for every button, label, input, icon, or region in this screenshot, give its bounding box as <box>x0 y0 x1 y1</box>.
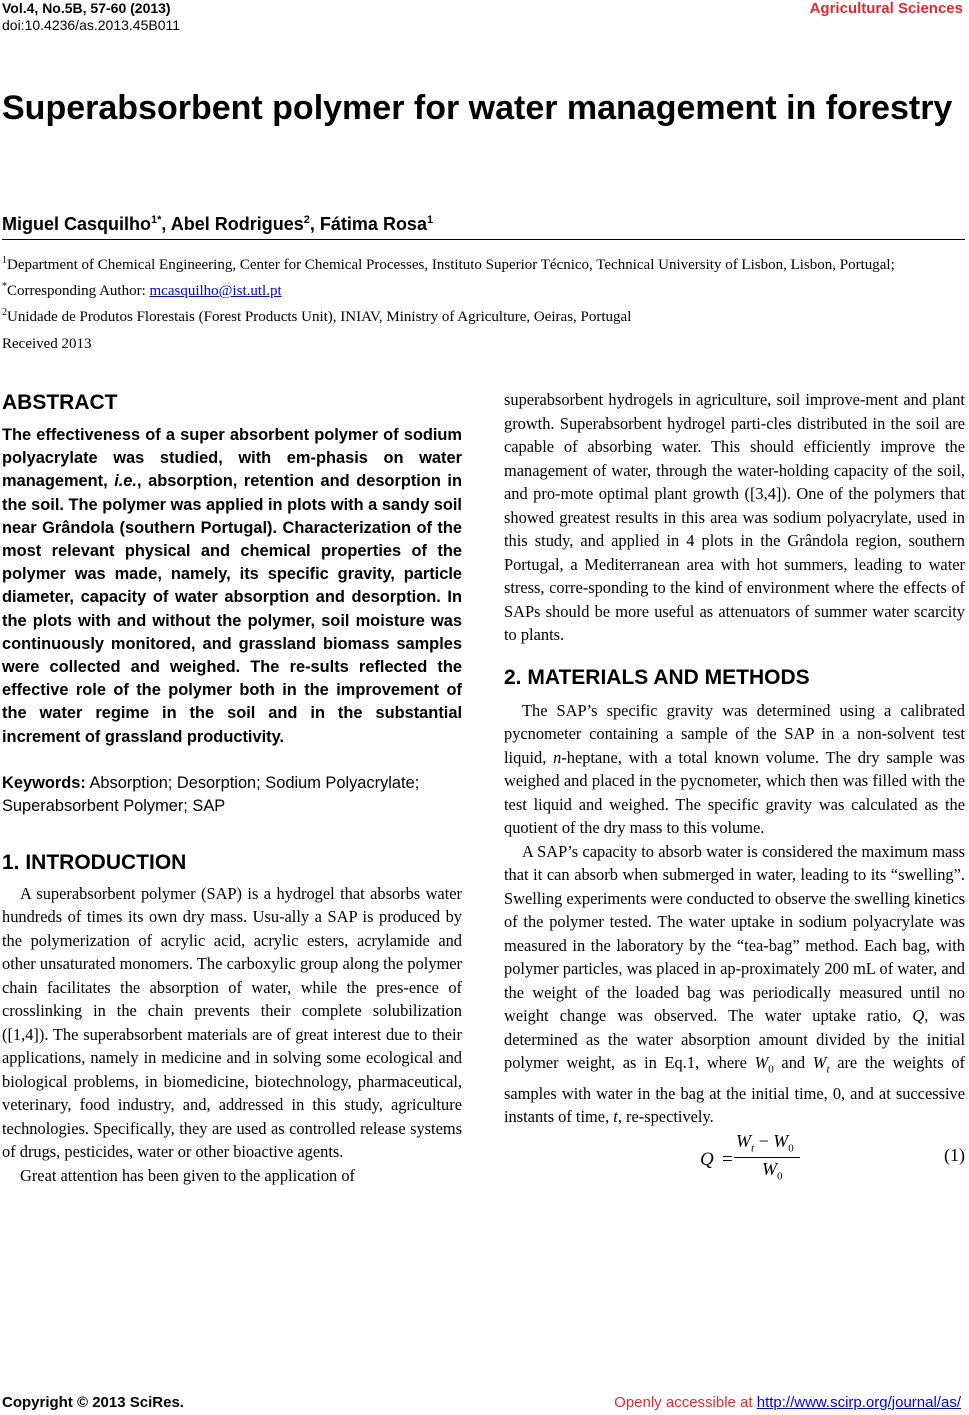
methods-paragraph-2 <box>504 840 965 1129</box>
left-column <box>2 388 462 1187</box>
open-access-notice <box>614 1394 961 1411</box>
intro-paragraph-2-start: Great attention has been given to the application of <box>20 1165 355 1185</box>
methods-paragraph-1 <box>504 699 965 840</box>
eq-subscript: t <box>751 1142 755 1155</box>
abstract-part: , absorption, retention and desorption in the soil. The polymer was applied in plots with a sandy soil near Grândola (southern Portugal). Characterization of the most relevant physical and chemical properties of the polymer was made, namely, its specific gravity, particle diameter, capacity of water absorption and desorption. In the plots with and without the polymer, soil moisture was continuously monitored, and grassland biomass samples were collected and weighed. The re-sults reflected the effective role of the polymer both in the improvement of the water regime in the soil and in the substantial increment of grassland productivity. <box>2 472 462 746</box>
text-run: and <box>773 1053 813 1072</box>
author-affiliation-mark: 1* <box>151 214 162 226</box>
subscript: t <box>826 1063 830 1076</box>
doi: doi:10.4236/as.2013.45B011 <box>2 17 181 33</box>
text-run: The SAP’s specific gravity was determined using a calibrated pycnometer containing a sample of the SAP in a non-solvent test liquid, <box>504 700 965 767</box>
subscript: 0 <box>768 1063 774 1076</box>
equation-denominator <box>762 1159 783 1183</box>
intro-paragraph-2-continued: superabsorbent hydrogels in agriculture, soil improve-ment and plant growth. Superabsorbent hydrogel parti-cles distributed in the soil are capable of absorbing water. This should efficiently improve the management of water, through the water-holding capacity of the soil, and pro-mote optimal plant growth ([3,4]). One of the polymers that showed greatest results in this area was sodium polyacrylate, used in this study, and applied in 4 plots in the Grândola region, southern Portugal, a Mediterranean area with hot summers, leading to water stress, corre-sponding to the kind of environment where the effects of SAPs should be more useful as attenuators of summer water scarcity to plants. <box>504 390 965 644</box>
corresponding-label: Corresponding Author: <box>7 283 150 299</box>
journal-url-link[interactable]: http://www.scirp.org/journal/as/ <box>756 1394 961 1411</box>
eq-symbol: W <box>762 1158 777 1179</box>
equation-1 <box>504 1129 965 1197</box>
journal-volume: Vol.4, No.5B, 57-60 (2013) <box>2 0 171 16</box>
affiliation-mark: 1 <box>2 255 7 266</box>
author-name: Abel Rodrigues <box>170 214 304 234</box>
abstract-ie: i.e. <box>114 472 137 491</box>
text-run: n <box>553 747 562 767</box>
abstract-heading: ABSTRACT <box>2 391 118 414</box>
keywords-text: Absorption; Desorption; Sodium Polyacrylate; Superabsorbent Polymer; SAP <box>2 773 420 816</box>
text-run: -heptane, with a total known volume. The dry sample was weighed and placed in the pycnometer, which then was filled with the test liquid and weighed. The specific gravity was calculated as the quotient of the dry mass to this volume. <box>504 747 965 837</box>
abstract-part: The effectiveness of a super absorbent polymer of sodium polyacrylate was studied, with em-phasis on water management, <box>2 426 462 491</box>
abstract-text <box>2 424 462 749</box>
affiliation-mark: 2 <box>2 307 7 318</box>
fraction-bar <box>734 1157 800 1158</box>
affiliations <box>2 250 964 328</box>
journal-name: Agricultural Sciences <box>809 0 963 17</box>
variable-q: Q <box>912 1006 925 1025</box>
equation-numerator <box>736 1131 794 1155</box>
text-run: A SAP’s capacity to absorb water is considered the maximum mass that it can absorb when submerged in water, leading to its “swelling”. Swelling experiments were conducted to observe the swelling kinetics of the polymer tested. The water uptake in sodium polyacrylate was measured in the laboratory by the “tea-bag” method. Each bag, with polymer particles, was placed in ap-proximately 200 mL of water, and the weight of the loaded bag was periodically measured until no weight change was observed. The water uptake ratio, <box>504 841 965 1025</box>
intro-paragraph-1: A superabsorbent polymer (SAP) is a hydrogel that absorbs water hundreds of times its own dry mass. Usu-ally a SAP is produced by the polymerization of acrylic acid, acrylic esters, acrylamide and other unsaturated monomers. The carboxylic group along the polymer chain facilitates the absorption of water, while the pres-ence of crosslinking in the chain prevents their complete solubilization ([1,4]). The superabsorbent materials are of great interest due to their applications, namely in medicine and in solving some ecological and biological problems, in biomedicine, biotechnology, pharmaceutical, veterinary, food industry, and, addressed in this study, agriculture technologies. Specifically, they are used as controlled release systems of drugs, pesticides, water or other bioactive agents. <box>2 883 462 1162</box>
equation-lhs: Q <box>700 1148 714 1170</box>
author-affiliation-mark: 2 <box>303 214 310 226</box>
methods-heading: 2. MATERIALS AND METHODS <box>504 665 810 689</box>
eq-subscript: 0 <box>788 1142 794 1155</box>
corresponding-email-link[interactable]: mcasquilho@ist.utl.pt <box>149 283 282 299</box>
equation-number: (1) <box>944 1144 965 1165</box>
author-name: Miguel Casquilho <box>2 214 152 234</box>
header-divider <box>2 239 965 240</box>
eq-minus: − <box>754 1130 774 1151</box>
variable-w0: W <box>754 1053 769 1072</box>
copyright: Copyright © 2013 SciRes. <box>2 1394 184 1411</box>
keywords-label: Keywords: <box>2 773 86 792</box>
variable-wt: W <box>812 1053 827 1072</box>
eq-symbol: W <box>736 1130 751 1151</box>
open-access-text: Openly accessible at <box>614 1394 757 1411</box>
author-name: Fátima Rosa <box>319 214 427 234</box>
variable-t: t <box>613 1107 618 1127</box>
paper-title: Superabsorbent polymer for water management in forestry <box>2 89 953 127</box>
affiliation-text: Unidade de Produtos Florestais (Forest Products Unit), INIAV, Ministry of Agriculture, Oeiras, Portugal <box>7 309 632 325</box>
eq-symbol: W <box>773 1130 789 1151</box>
affiliation-1 <box>2 250 964 302</box>
text-run: , re-spectively. <box>617 1107 714 1127</box>
introduction-heading: 1. INTRODUCTION <box>2 850 187 874</box>
keywords <box>2 772 462 819</box>
right-column <box>504 388 965 1197</box>
text-run: , was determined as the water absorption amount divided by the initial polymer weight, as in Eq.1, where <box>504 1006 966 1072</box>
affiliation-2 <box>2 302 964 328</box>
affiliation-text: Department of Chemical Engineering, Center for Chemical Processes, Instituto Superior Técnico, Technical University of Lisbon, Lisbon, Portugal; <box>7 257 895 273</box>
equation-equals: = <box>722 1148 733 1170</box>
corresponding-mark: * <box>2 281 7 292</box>
author-affiliation-mark: 1 <box>426 214 434 226</box>
received-date: Received 2013 <box>2 336 92 352</box>
eq-subscript: 0 <box>777 1170 783 1183</box>
text-run: are the weights of samples with water in the bag at the initial time, 0, and at successive instants of time, <box>504 1053 965 1127</box>
author-list: Miguel Casquilho$^{1*}$, Abel Rodrigues$^2$, Fátima Rosa$^1$ <box>2 214 434 234</box>
